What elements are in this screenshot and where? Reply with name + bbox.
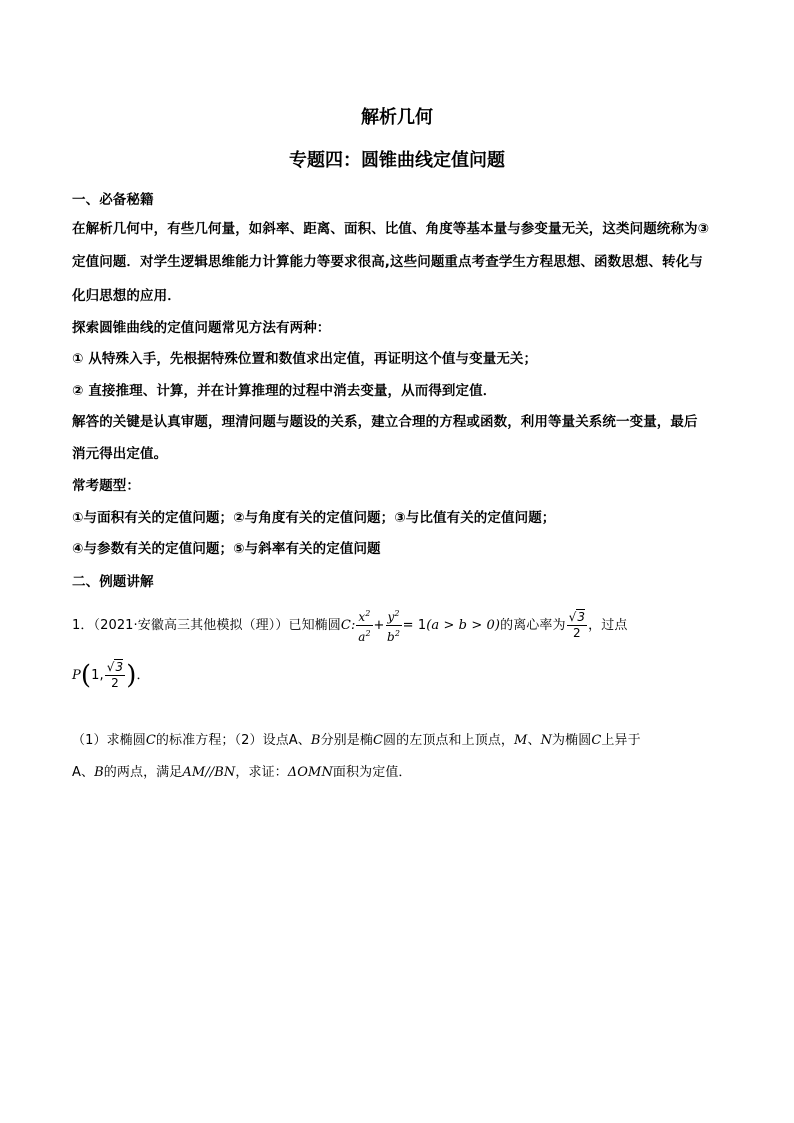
- method-1: ① 从特殊入手，先根据特殊位置和数值求出定值，再证明这个值与变量无关；: [72, 351, 538, 367]
- doc-title: 解析几何: [361, 107, 433, 128]
- doc-subtitle: 专题四：圆锥曲线定值问题: [289, 150, 505, 171]
- types-heading: 常考题型：: [72, 478, 140, 494]
- para1-line3: 化归思想的应用．: [72, 288, 181, 304]
- para1-line1: 在解析几何中，有些几何量，如斜率、距离、面积、比值、角度等基本量与参变量无关，这类问题统称为③: [72, 221, 710, 237]
- question1-line3: （1）求椭圆C的标准方程；（2）设点A、B分别是椭C圆的左顶点和上顶点，M、N为椭圆C上异于: [72, 733, 641, 748]
- section2-heading: 二、例题讲解: [72, 574, 154, 590]
- method-2: ② 直接推理、计算，并在计算推理的过程中消去变量，从而得到定值．: [72, 383, 497, 399]
- types-line2: ④与参数有关的定值问题；⑤与斜率有关的定值问题: [72, 541, 381, 557]
- section1-heading: 一、必备秘籍: [72, 192, 154, 208]
- fraction-y2-b2: $\frac{y^2}{b^2}$: [386, 606, 402, 645]
- question1-line1: 1．（2021·安徽高三其他模拟（理））已知椭圆C: $\frac{x^2}{a^2}$ + $\frac{y^2}{b^2}$ = 1(a > b > 0)的离心率为 $\frac{√3}{2}$ ，过点: [72, 606, 732, 645]
- types-line1: ①与面积有关的定值问题；②与角度有关的定值问题；③与比值有关的定值问题；: [72, 510, 556, 526]
- para3-line1: 解答的关键是认真审题，理清问题与题设的关系，建立合理的方程或函数，利用等量关系统一变量，最后: [72, 414, 698, 430]
- question1-line4: A、B的两点，满足AM//BN，求证：ΔOMN面积为定值．: [72, 765, 412, 780]
- question1-point: P(1, $\frac{√3}{2}$ )．: [72, 660, 150, 691]
- para2: 探索圆锥曲线的定值问题常见方法有两种：: [72, 320, 331, 336]
- para1-line2: 定值问题．对学生逻辑思维能力计算能力等要求很高,这些问题重点考查学生方程思想、函数思想、转化与: [72, 254, 703, 270]
- fraction-sqrt3-over-2: $\frac{√3}{2}$: [568, 610, 586, 640]
- para3-line2: 消元得出定值。: [72, 446, 168, 462]
- fraction-x2-a2: $\frac{x^2}{a^2}$: [356, 606, 372, 645]
- fraction-point-y: $\frac{√3}{2}$: [106, 660, 124, 690]
